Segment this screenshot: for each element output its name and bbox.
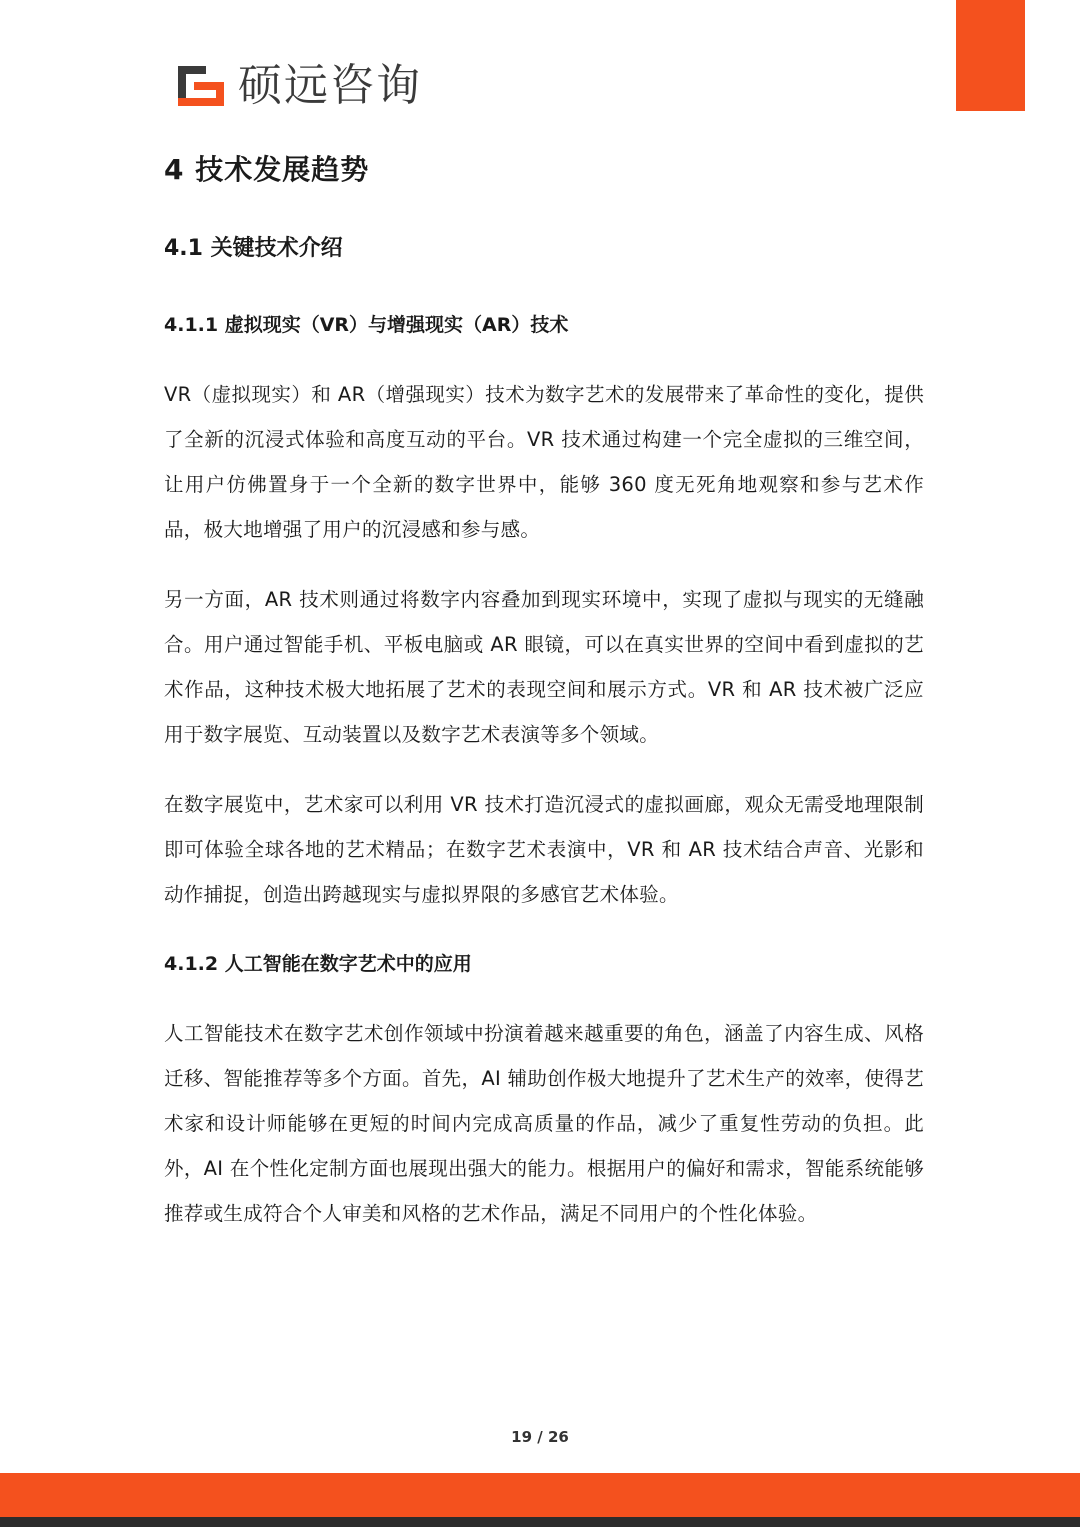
footer-base-bar [0,1517,1080,1527]
paragraph-ar-tech: 另一方面，AR 技术则通过将数字内容叠加到现实环境中，实现了虚拟与现实的无缝融合。用户通过智能手机、平板电脑或 AR 眼镜，可以在真实世界的空间中看到虚拟的艺术作品，这种技术极大地拓展了艺术的表现空间和展示方式。VR 和 AR 技术被广泛应用于数字展览、互动装置以及数字艺术表演等多个领域。 [164,588,924,746]
paragraph-ai-application: 人工智能技术在数字艺术创作领域中扮演着越来越重要的角色，涵盖了内容生成、风格迁移、智能推荐等多个方面。首先，AI 辅助创作极大地提升了艺术生产的效率，使得艺术家和设计师能够在更短的时间内完成高质量的作品，减少了重复性劳动的负担。此外，AI 在个性化定制方面也展现出强大的能力。根据用户的偏好和需求，智能系统能够推荐或生成符合个人审美和风格的艺术作品，满足不同用户的个性化体验。 [164,1022,924,1225]
brand-name: 硕远咨询 [238,60,422,111]
paragraph-digital-exhibition: 在数字展览中，艺术家可以利用 VR 技术打造沉浸式的虚拟画廊，观众无需受地理限制即可体验全球各地的艺术精品；在数字艺术表演中，VR 和 AR 技术结合声音、光影和动作捕捉，创造出跨越现实与虚拟界限的多感官艺术体验。 [164,793,924,906]
document-body [164,148,924,1236]
brand-logo [176,58,422,114]
footer-accent-bar [0,1473,1080,1517]
subsection-title-ai: 4.1.2 人工智能在数字艺术中的应用 [164,953,472,975]
corner-accent-tab [956,0,1025,111]
page-number: 19 / 26 [511,1428,569,1446]
subsection-title-vr-ar: 4.1.1 虚拟现实（VR）与增强现实（AR）技术 [164,314,569,336]
brand-logo-icon [176,62,228,110]
section-title: 4.1 关键技术介绍 [164,236,343,261]
paragraph-vr-ar-intro: VR（虚拟现实）和 AR（增强现实）技术为数字艺术的发展带来了革命性的变化，提供了全新的沉浸式体验和高度互动的平台。VR 技术通过构建一个完全虚拟的三维空间，让用户仿佛置身于一个全新的数字世界中，能够 360 度无死角地观察和参与艺术作品，极大地增强了用户的沉浸感和参与感。 [164,383,924,541]
chapter-title: 4 技术发展趋势 [164,153,370,186]
